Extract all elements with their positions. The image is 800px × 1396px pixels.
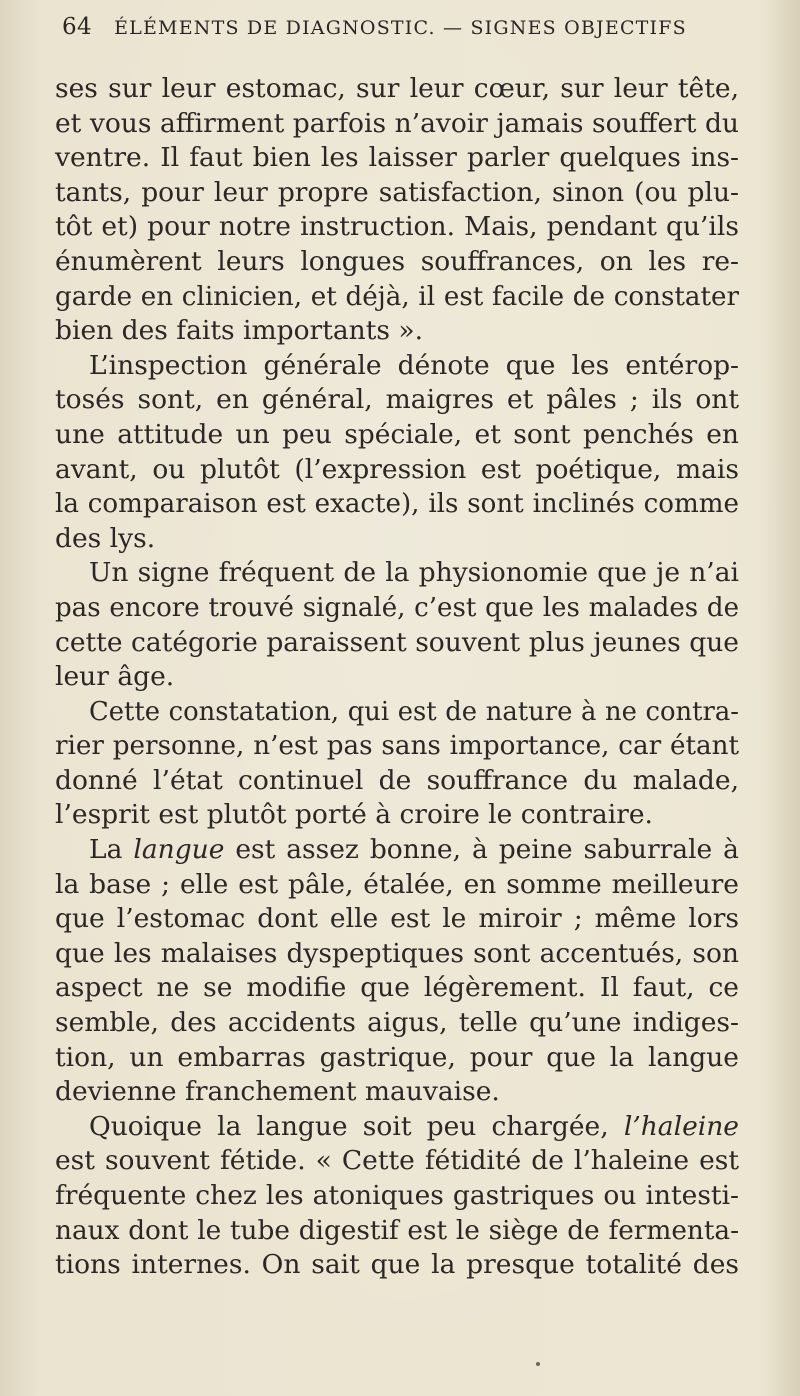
text-line: Un signe fréquent de la physionomie que je n’ai (89, 557, 739, 589)
text-line: leur âge. (55, 661, 175, 693)
text-line: une attitude un peu spéciale, et sont penchés en (55, 418, 739, 450)
text-line: des lys. (55, 522, 156, 554)
text-line: la base ; elle est pâle, étalée, en somme meilleure (55, 868, 739, 900)
text-line: avant, ou plutôt (l’expression est poétique, mais (55, 453, 739, 485)
text-line: tants, pour leur propre satisfaction, sinon (ou plu- (55, 176, 739, 208)
text-line: L’inspection générale dénote que les entérop- (89, 349, 739, 381)
text-line: et vous affirment parfois n’avoir jamais souffert du (55, 107, 739, 139)
text-line: l’esprit est plutôt porté à croire le contraire. (55, 799, 653, 831)
running-head (62, 14, 742, 40)
text-line: devienne franchement mauvaise. (55, 1076, 500, 1108)
italic-term: l’haleine (623, 1110, 739, 1142)
text-segment: La (89, 834, 123, 866)
text-line: énumèrent leurs longues souffrances, on les re- (55, 245, 739, 277)
text-line: rier personne, n’est pas sans importance, car étant (55, 731, 739, 762)
running-title: ÉLÉMENTS DE DIAGNOSTIC. — SIGNES OBJECTIFS (114, 17, 687, 39)
text-line: que les malaises dyspeptiques sont accentués, son (55, 937, 739, 969)
text-line: la comparaison est exacte), ils sont inclinés comme (55, 489, 739, 520)
text-line (55, 1110, 739, 1145)
text-line: Cette constatation, qui est de nature à ne contra- (89, 696, 739, 727)
body-text (55, 72, 739, 1283)
text-line: semble, des accidents aigus, telle qu’une indiges- (55, 1007, 739, 1039)
text-line: est souvent fétide. « Cette fétidité de l’haleine est (55, 1145, 739, 1177)
text-segment: est assez bonne, à peine saburrale à (235, 834, 739, 866)
page-number: 64 (62, 14, 93, 40)
text-line: naux dont le tube digestif est le siège de fermenta- (55, 1215, 739, 1246)
text-line: ses sur leur estomac, sur leur cœur, sur leur tête, (55, 73, 739, 104)
text-line: tion, un embarras gastrique, pour que la langue (55, 1041, 739, 1073)
text-line: cette catégorie paraissent souvent plus jeunes que (55, 626, 739, 658)
paper-speck (536, 1362, 540, 1366)
text-line: ventre. Il faut bien les laisser parler quelques ins- (55, 142, 739, 174)
text-line: tôt et) pour notre instruction. Mais, pendant qu’ils (55, 211, 739, 243)
text-line: bien des faits importants ». (55, 315, 424, 347)
text-line: que l’estomac dont elle est le miroir ; même lors (55, 903, 739, 935)
text-line: tions internes. On sait que la presque totalité des (55, 1249, 739, 1281)
text-line: pas encore trouvé signalé, c’est que les malades de (55, 592, 739, 623)
text-line (55, 833, 739, 868)
text-line: garde en clinicien, et déjà, il est facile de constater (55, 281, 739, 312)
italic-term: langue (133, 834, 225, 866)
text-line: donné l’état continuel de souffrance du malade, (55, 764, 739, 796)
text-line: tosés sont, en général, maigres et pâles ; ils ont (55, 384, 739, 416)
text-segment: Quoique la langue soit peu chargée, (89, 1110, 609, 1142)
text-line: fréquente chez les atoniques gastriques ou intesti- (55, 1180, 739, 1211)
text-line: aspect ne se modifie que légèrement. Il faut, ce (55, 972, 739, 1004)
